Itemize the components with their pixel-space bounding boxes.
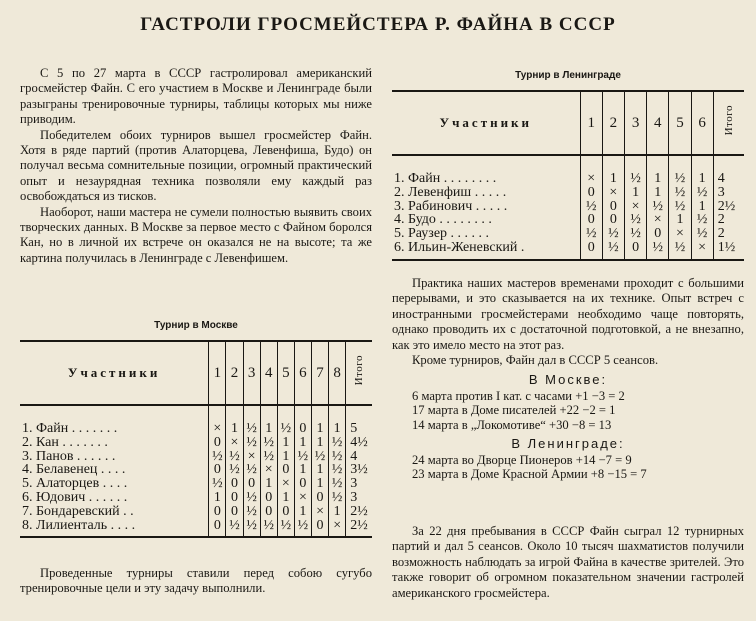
score-cell: 1	[277, 491, 294, 505]
score-cell: 0	[580, 186, 602, 200]
player-name: 3. Рабинович . . . . .	[394, 198, 508, 214]
score-cell: 0	[209, 505, 226, 519]
player-name: 6. Ильин-Женевский .	[392, 241, 580, 260]
leningrad-header-row	[392, 91, 744, 155]
moscow-participants-header: Участники	[20, 341, 209, 405]
score-cell: ½	[209, 450, 226, 464]
score-cell: 0	[260, 491, 277, 505]
total-score: 5	[346, 422, 372, 436]
score-cell: ½	[260, 519, 277, 538]
player-name: 5. Раузер . . . . . .	[394, 226, 490, 242]
score-cell: ½	[226, 463, 243, 477]
total-score: 2½	[713, 200, 744, 214]
score-cell: 1	[602, 172, 624, 186]
moscow-col-2: 2	[226, 341, 243, 405]
leningrad-col-6: 6	[691, 91, 713, 155]
score-cell: 0	[580, 213, 602, 227]
total-score: 3½	[346, 463, 372, 477]
score-cell: 0	[311, 519, 328, 538]
seance-line: 23 марта в Доме Красной Армии +8 −15 = 7	[412, 467, 647, 482]
score-cell: ½	[602, 241, 624, 260]
score-cell: ½	[226, 450, 243, 464]
score-cell: 0	[311, 491, 328, 505]
total-score: 4	[713, 172, 744, 186]
score-cell: ½	[669, 186, 691, 200]
seance-line: 24 марта во Дворце Пионеров +14 −7 = 9	[412, 452, 632, 467]
player-name: 1. Файн . . . . . . .	[22, 421, 118, 436]
table-row	[392, 172, 744, 186]
leningrad-col-3: 3	[624, 91, 646, 155]
score-cell: 1	[260, 477, 277, 491]
score-cell: 0	[226, 491, 243, 505]
score-cell: 0	[209, 436, 226, 450]
score-cell: 1	[311, 422, 328, 436]
seance-line: 17 марта в Доме писателей +22 −2 = 1	[412, 403, 616, 418]
score-cell: ½	[647, 241, 669, 260]
leningrad-col-4: 4	[647, 91, 669, 155]
score-cell: 0	[647, 227, 669, 241]
leningrad-col-5: 5	[669, 91, 691, 155]
total-score: 2	[713, 227, 744, 241]
total-score: 3	[346, 491, 372, 505]
score-cell: ½	[602, 227, 624, 241]
score-cell: 0	[226, 477, 243, 491]
table-row	[392, 227, 744, 241]
table-row	[20, 422, 372, 436]
score-cell: 1	[260, 422, 277, 436]
score-cell: ½	[260, 436, 277, 450]
table-row	[20, 519, 372, 538]
score-cell: ½	[691, 213, 713, 227]
total-score: 3	[346, 477, 372, 491]
moscow-col-4: 4	[260, 341, 277, 405]
moscow-col-8: 8	[329, 341, 346, 405]
score-cell: 0	[294, 477, 311, 491]
score-cell: ½	[277, 422, 294, 436]
score-cell: 1	[294, 436, 311, 450]
conclusion-text	[392, 524, 744, 601]
total-score: 2½	[346, 505, 372, 519]
table-row	[20, 463, 372, 477]
total-score: 4	[346, 450, 372, 464]
score-cell: 0	[277, 505, 294, 519]
score-cell: ½	[329, 450, 346, 464]
player-name: 2. Кан . . . . . . .	[22, 434, 108, 450]
score-cell: 1	[209, 491, 226, 505]
score-cell: ×	[580, 172, 602, 186]
score-cell: ×	[209, 422, 226, 436]
player-name: 6. Юдович . . . . . .	[22, 489, 128, 505]
score-cell: 1	[691, 200, 713, 214]
table-row	[20, 477, 372, 491]
table-row	[20, 450, 372, 464]
table-row	[392, 241, 744, 260]
score-cell: 1	[311, 477, 328, 491]
score-cell: 0	[243, 477, 260, 491]
score-cell: ½	[624, 213, 646, 227]
score-cell: 1	[624, 186, 646, 200]
intro-paragraph-2: Победителем обоих турниров вышел гросмейстер Файн. Хотя в ряде партий (против Алаторцева, Левенфиша, Будо) он получал весьма сомнительные позиции, огромный практический опыт и незаурядная техника позволяли ему каждый раз освобождаться из тисков.	[20, 127, 372, 204]
table-row	[20, 491, 372, 505]
score-cell: ×	[329, 519, 346, 538]
score-cell: 1	[294, 505, 311, 519]
score-cell: 0	[277, 463, 294, 477]
player-name: 4. Белавенец . . . .	[22, 462, 126, 478]
score-cell: 1	[311, 436, 328, 450]
leningrad-col-1: 1	[580, 91, 602, 155]
score-cell: ×	[669, 227, 691, 241]
score-cell: ×	[602, 186, 624, 200]
score-cell: ½	[311, 450, 328, 464]
score-cell: 1	[329, 505, 346, 519]
score-cell: ½	[294, 450, 311, 464]
score-cell: ½	[647, 200, 669, 214]
seance-line: 6 марта против I кат. с часами +1 −3 = 2	[412, 388, 625, 403]
moscow-table-caption: Турнир в Москве	[154, 320, 238, 331]
seances-intro: Кроме турниров, Файн дал в СССР 5 сеансов.	[412, 353, 659, 368]
player-name: 5. Алаторцев . . . .	[22, 476, 128, 492]
player-name: 7. Бондаревский . .	[22, 503, 134, 519]
score-cell: ½	[691, 186, 713, 200]
score-cell: 1	[647, 172, 669, 186]
score-cell: ×	[243, 450, 260, 464]
table-row	[20, 436, 372, 450]
score-cell: 0	[294, 422, 311, 436]
score-cell: 1	[691, 172, 713, 186]
practice-paragraph: Практика наших мастеров временами проходит с большими перерывами, и это сказывается на их технике. Опыт встреч с иностранными гросмейстерами необходимо чаще повторять, однако проводить их с достаточной подготовкой, а не внезапно, как это имело место на этот раз.	[392, 276, 744, 352]
score-cell: ½	[580, 227, 602, 241]
score-cell: 0	[624, 241, 646, 260]
table-row	[20, 505, 372, 519]
score-cell: ½	[243, 505, 260, 519]
closing-left-text	[20, 566, 372, 597]
table-row	[392, 213, 744, 227]
leningrad-total-header: Итого	[713, 91, 744, 155]
score-cell: ½	[624, 227, 646, 241]
total-score: 2½	[346, 519, 372, 538]
leningrad-participants-header: Участники	[392, 91, 580, 155]
score-cell: 0	[209, 463, 226, 477]
player-name: 1. Файн . . . . . . . .	[394, 171, 497, 186]
score-cell: ½	[226, 519, 243, 538]
total-score: 3	[713, 186, 744, 200]
score-cell: 0	[209, 519, 226, 538]
score-cell: ½	[243, 519, 260, 538]
score-cell: ½	[209, 477, 226, 491]
table-row	[392, 200, 744, 214]
score-cell: ½	[294, 519, 311, 538]
score-cell: ½	[277, 519, 294, 538]
player-name: 3. Панов . . . . . .	[22, 448, 116, 464]
score-cell: ×	[260, 463, 277, 477]
moscow-crosstable	[20, 340, 372, 538]
score-cell: ½	[243, 436, 260, 450]
intro-paragraph-1: С 5 по 27 марта в СССР гастролировал американский гросмейстер Файн. С его участием в Москве и Ленинграде были разыграны тренировочные турниры, таблицы которых мы ниже приводим.	[20, 66, 372, 127]
score-cell: ×	[691, 241, 713, 260]
closing-paragraph: Проведенные турниры ставили перед собою сугубо тренировочные цели и эту задачу выполнили.	[20, 566, 372, 596]
score-cell: 1	[329, 422, 346, 436]
leningrad-col-2: 2	[602, 91, 624, 155]
score-cell: 0	[226, 505, 243, 519]
score-cell: 1	[294, 463, 311, 477]
score-cell: ×	[311, 505, 328, 519]
score-cell: 0	[580, 241, 602, 260]
score-cell: 1	[277, 450, 294, 464]
player-name: 4. Будо . . . . . . . .	[394, 212, 492, 228]
score-cell: ½	[260, 450, 277, 464]
leningrad-crosstable	[392, 90, 744, 261]
score-cell: 1	[226, 422, 243, 436]
score-cell: 1	[277, 436, 294, 450]
score-cell: 0	[260, 505, 277, 519]
total-score: 2	[713, 213, 744, 227]
moscow-col-3: 3	[243, 341, 260, 405]
score-cell: 1	[311, 463, 328, 477]
moscow-col-1: 1	[209, 341, 226, 405]
moscow-header-row	[20, 341, 372, 405]
score-cell: ½	[669, 241, 691, 260]
score-cell: ½	[243, 422, 260, 436]
practice-text	[392, 276, 744, 482]
score-cell: ½	[691, 227, 713, 241]
moscow-col-5: 5	[277, 341, 294, 405]
score-cell: ½	[624, 172, 646, 186]
score-cell: ½	[329, 477, 346, 491]
seances-leningrad-heading: В Ленинграде:	[511, 436, 625, 452]
score-cell: ½	[243, 463, 260, 477]
table-row	[392, 186, 744, 200]
intro-paragraph-3: Наоборот, наши мастера не сумели полностью выявить своих творческих данных. В Москве за первое место с Файном боролся Кан, но в личной их встрече он оказался не на высоте; та же картина получилась в Ленинграде с Левенфишем.	[20, 204, 372, 265]
score-cell: ½	[329, 491, 346, 505]
score-cell: ½	[329, 436, 346, 450]
score-cell: ×	[647, 213, 669, 227]
score-cell: ×	[277, 477, 294, 491]
player-name: 2. Левенфиш . . . . .	[394, 184, 507, 200]
score-cell: ½	[669, 200, 691, 214]
score-cell: ½	[243, 491, 260, 505]
score-cell: 1	[669, 213, 691, 227]
score-cell: ½	[669, 172, 691, 186]
moscow-total-header: Итого	[346, 341, 372, 405]
leningrad-table-caption: Турнир в Ленинграде	[515, 70, 621, 81]
score-cell: ×	[294, 491, 311, 505]
score-cell: 0	[602, 213, 624, 227]
intro-text	[20, 66, 372, 266]
moscow-col-7: 7	[311, 341, 328, 405]
article-title: ГАСТРОЛИ ГРОСМЕЙСТЕРА Р. ФАЙНА В СССР	[140, 14, 616, 35]
moscow-col-6: 6	[294, 341, 311, 405]
player-name: 8. Лилиенталь . . . .	[20, 519, 209, 538]
score-cell: ×	[624, 200, 646, 214]
conclusion-paragraph: За 22 дня пребывания в СССР Файн сыграл 12 турнирных партий и дал 5 сеансов. Около 10 тысяч шахматистов получили возможность наблюдать за игрой Файна в качестве зрителей. Это также говорит об огромном показательном значении гастролей американского гросмейстера.	[392, 524, 744, 600]
seances-moscow-heading: В Москве:	[528, 372, 608, 388]
score-cell: ½	[329, 463, 346, 477]
seance-line: 14 марта в „Локомотиве“ +30 −8 = 13	[412, 417, 612, 432]
score-cell: ×	[226, 436, 243, 450]
total-score: 4½	[346, 436, 372, 450]
score-cell: 1	[647, 186, 669, 200]
total-score: 1½	[713, 241, 744, 260]
score-cell: ½	[580, 200, 602, 214]
score-cell: 0	[602, 200, 624, 214]
